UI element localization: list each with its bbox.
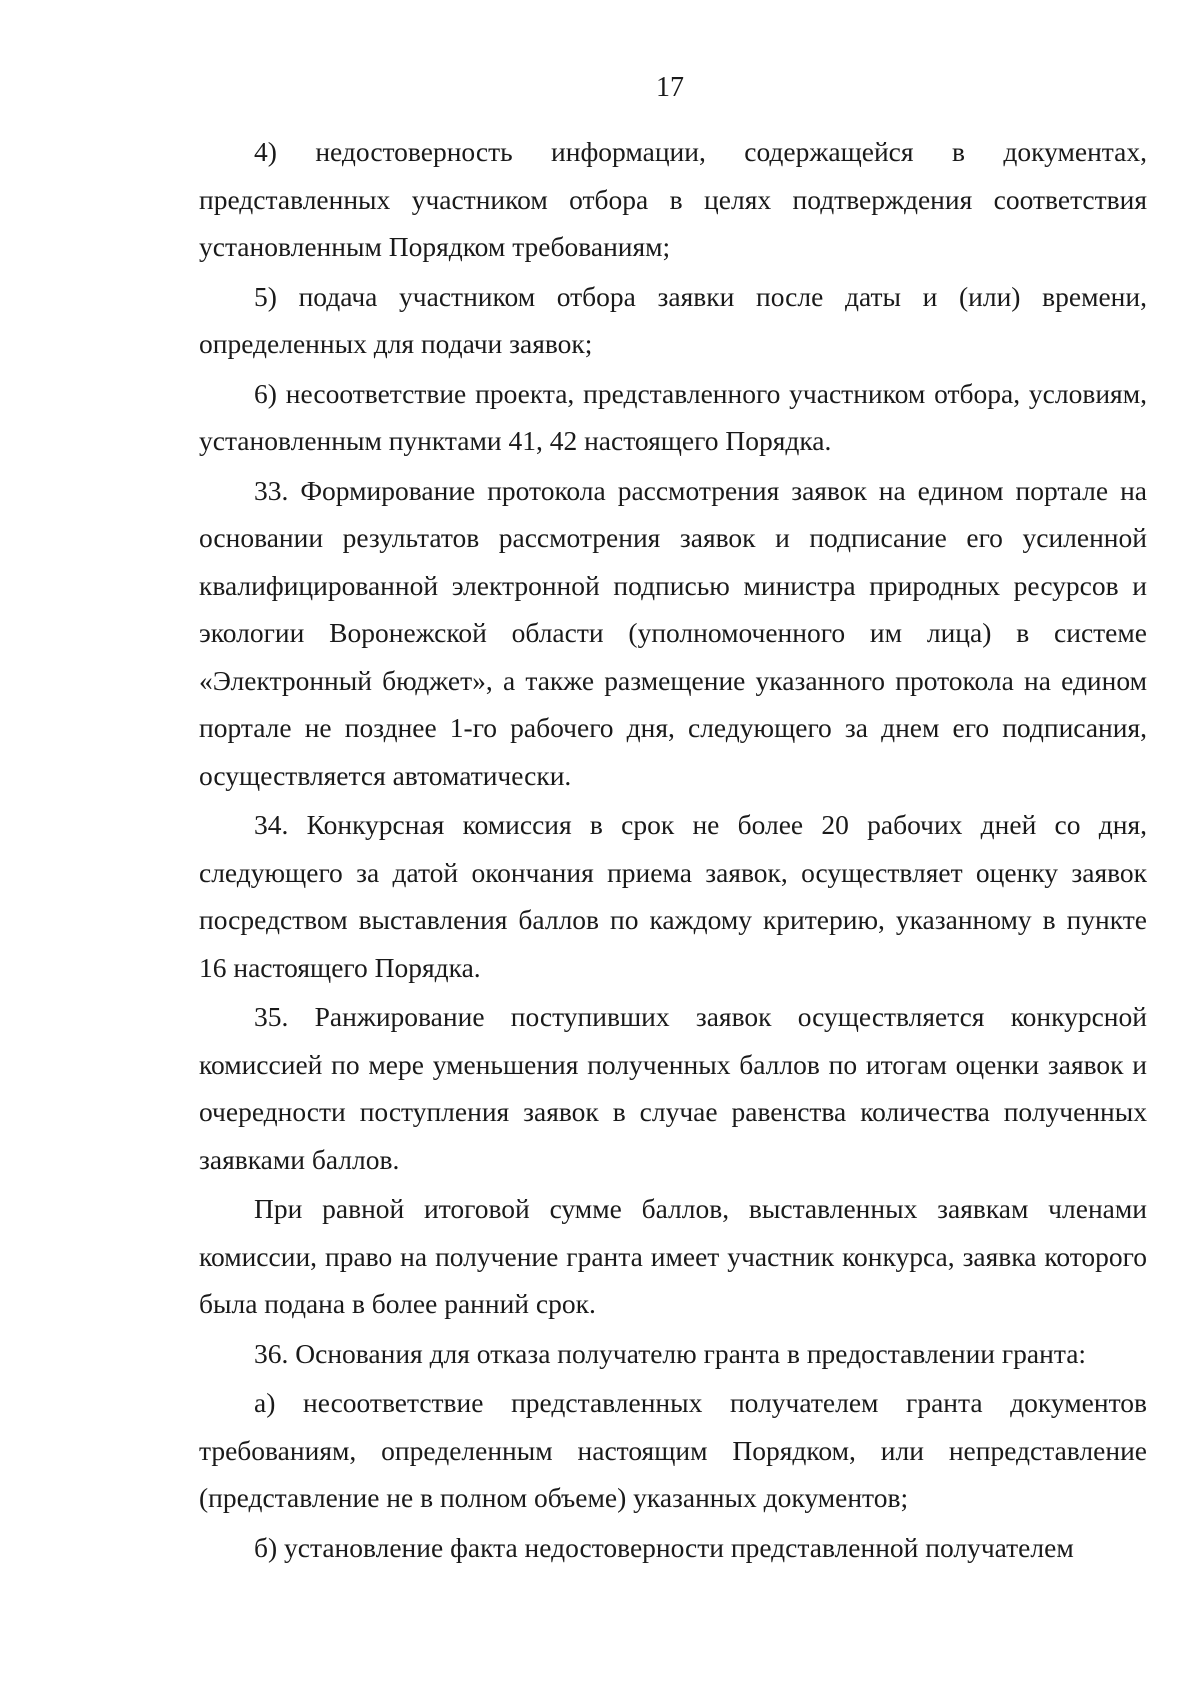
- paragraph-item-a: а) несоответствие представленных получателем гранта документов требованиям, определенным настоящим Порядком, или непредставление (представление не в полном объеме) указанных документов;: [199, 1387, 1147, 1513]
- page-number: 17: [656, 72, 684, 103]
- paragraph-item-6: 6) несоответствие проекта, представленного участником отбора, условиям, установленным пунктами 41, 42 настоящего Порядка.: [199, 377, 1147, 456]
- paragraph-item-4: 4) недостоверность информации, содержащейся в документах, представленных участником отбора в целях подтверждения соответствия установленным Порядком требованиям;: [199, 136, 1147, 262]
- paragraph-equal-score-rule: При равной итоговой сумме баллов, выставленных заявкам членами комиссии, право на получение гранта имеет участник конкурса, заявка которого была подана в более ранний срок.: [199, 1193, 1147, 1319]
- paragraph-clause-33: 33. Формирование протокола рассмотрения заявок на едином портале на основании результатов рассмотрения заявок и подписание его усиленной квалифицированной электронной подписью министра природных ресурсов и экологии Воронежской области (уполномоченного им лица) в системе «Электронный бюджет», а также размещение указанного протокола на едином портале не позднее 1-го рабочего дня, следующего за днем его подписания, осуществляется автоматически.: [199, 474, 1147, 791]
- paragraph-clause-34: 34. Конкурсная комиссия в срок не более 20 рабочих дней со дня, следующего за датой окончания приема заявок, осуществляет оценку заявок посредством выставления баллов по каждому критерию, указанному в пункте 16 настоящего Порядка.: [199, 809, 1147, 983]
- document-body: [199, 128, 1147, 1571]
- paragraph-item-5: 5) подача участником отбора заявки после даты и (или) времени, определенных для подачи заявок;: [199, 280, 1147, 359]
- paragraph-item-b: б) установление факта недостоверности представленной получателем: [254, 1531, 1074, 1563]
- paragraph-clause-35: 35. Ранжирование поступивших заявок осуществляется конкурсной комиссией по мере уменьшения полученных баллов по итогам оценки заявок и очередности поступления заявок в случае равенства количества полученных заявками баллов.: [199, 1001, 1147, 1175]
- paragraph-clause-36: 36. Основания для отказа получателю гранта в предоставлении гранта:: [254, 1337, 1087, 1369]
